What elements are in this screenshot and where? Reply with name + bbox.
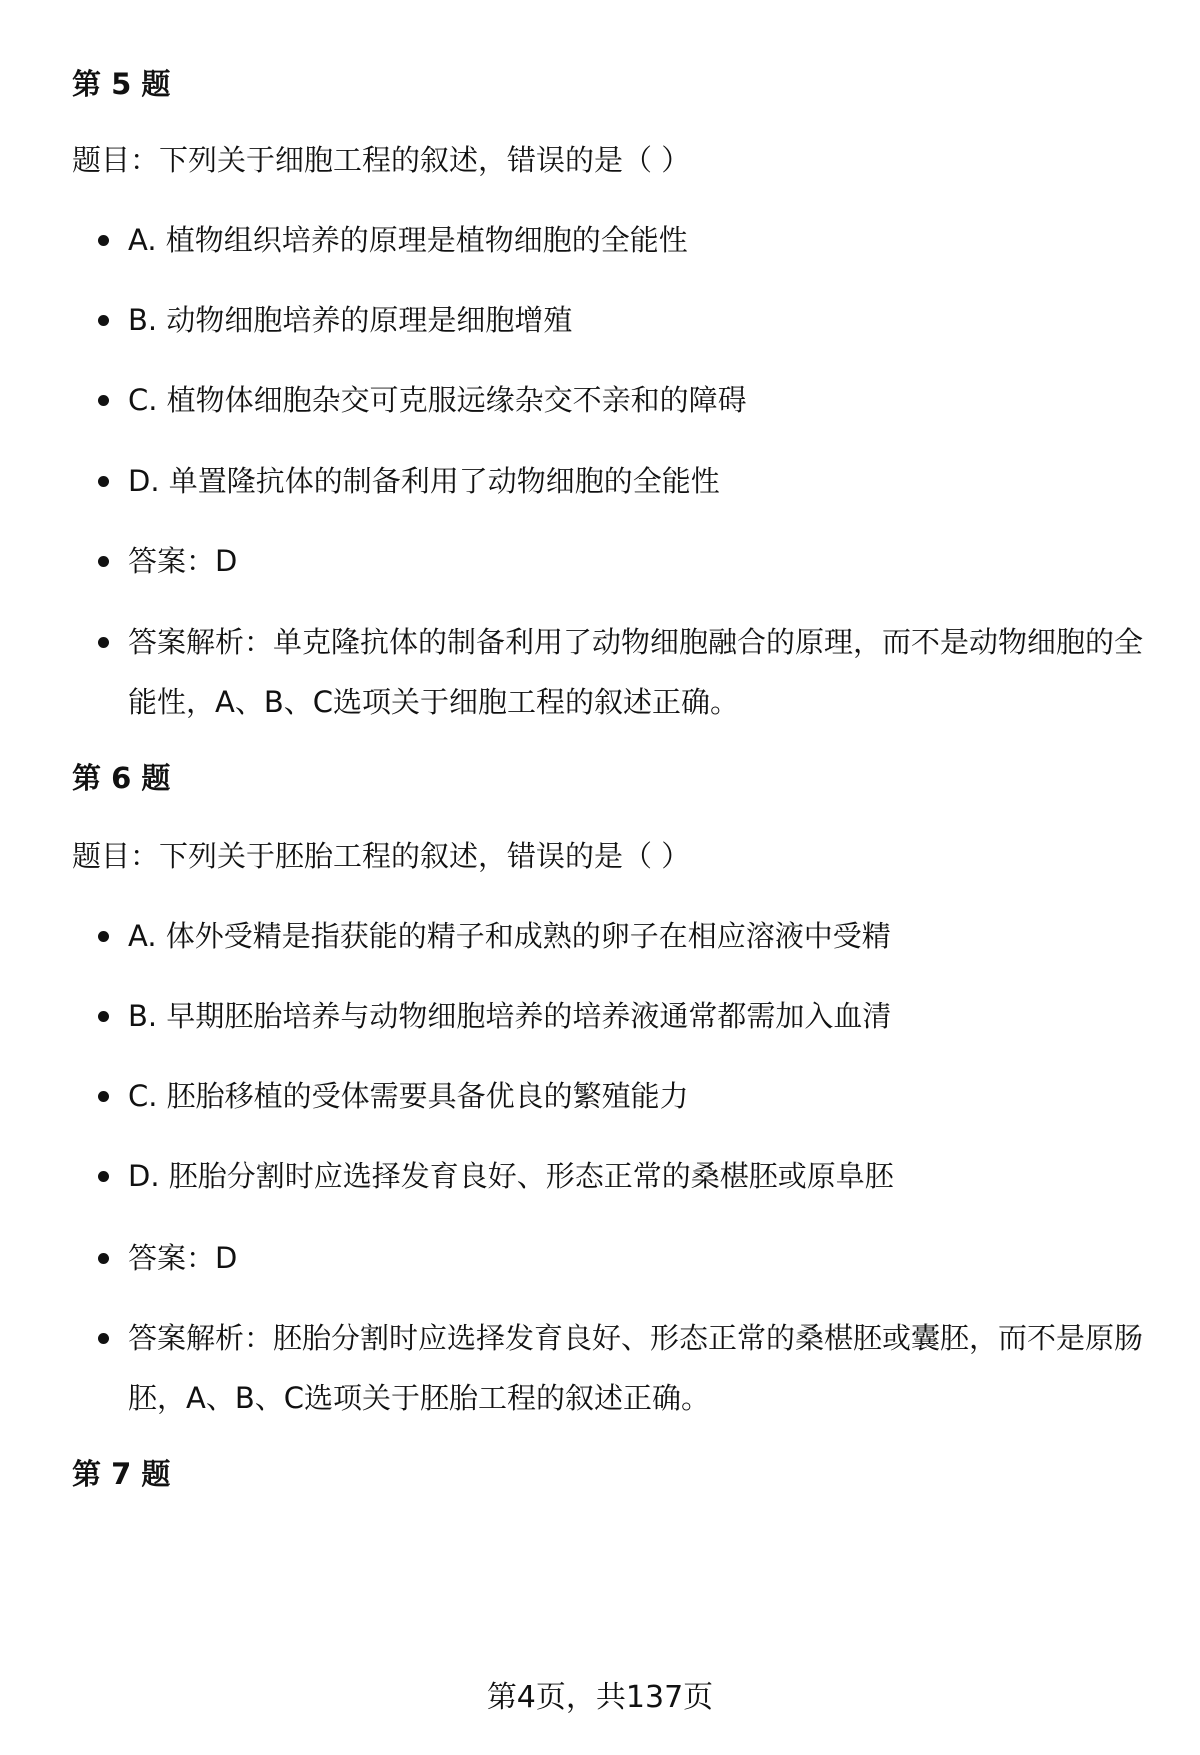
- answer-text: 答案：D: [128, 1241, 238, 1275]
- bullet-icon: [98, 1333, 109, 1344]
- option-text: B. 动物细胞培养的原理是细胞增殖: [128, 303, 573, 337]
- question-6-stem: 题目：下列关于胚胎工程的叙述，错误的是（ ）: [72, 839, 691, 873]
- option-text: C. 植物体细胞杂交可克服远缘杂交不亲和的障碍: [128, 383, 747, 417]
- bullet-icon: [98, 556, 109, 567]
- option-text: C. 胚胎移植的受体需要具备优良的繁殖能力: [128, 1079, 689, 1113]
- bullet-icon: [98, 1253, 109, 1264]
- bullet-icon: [98, 315, 109, 326]
- bullet-icon: [98, 476, 109, 487]
- bullet-icon: [98, 931, 109, 942]
- question-5-option-d: [128, 463, 1148, 499]
- question-5-option-c: [128, 382, 1148, 418]
- analysis-text: 答案解析：单克隆抗体的制备利用了动物细胞融合的原理，而不是动物细胞的全能性，A、B、C选项关于细胞工程的叙述正确。: [128, 625, 1144, 719]
- option-text: D. 单置隆抗体的制备利用了动物细胞的全能性: [128, 464, 720, 498]
- question-6-option-d: [128, 1158, 1148, 1194]
- question-5-option-b: [128, 302, 1148, 338]
- question-6-option-b: [128, 998, 1148, 1034]
- answer-text: 答案：D: [128, 544, 238, 578]
- question-6-analysis: [128, 1308, 1148, 1428]
- question-6-heading: 第 6 题: [72, 761, 171, 795]
- page-number: 第4页，共137页: [486, 1680, 714, 1715]
- bullet-icon: [98, 637, 109, 648]
- bullet-icon: [98, 1171, 109, 1182]
- question-5-answer: [128, 543, 1148, 579]
- bullet-icon: [98, 1011, 109, 1022]
- question-5-option-a: [128, 222, 1148, 258]
- question-5-heading: 第 5 题: [72, 67, 171, 101]
- question-5-stem: 题目：下列关于细胞工程的叙述，错误的是（ ）: [72, 143, 691, 177]
- question-6-answer: [128, 1240, 1148, 1276]
- question-6-option-a: [128, 918, 1148, 954]
- bullet-icon: [98, 235, 109, 246]
- option-text: A. 体外受精是指获能的精子和成熟的卵子在相应溶液中受精: [128, 919, 891, 953]
- option-text: D. 胚胎分割时应选择发育良好、形态正常的桑椹胚或原阜胚: [128, 1159, 894, 1193]
- bullet-icon: [98, 1091, 109, 1102]
- option-text: A. 植物组织培养的原理是植物细胞的全能性: [128, 223, 688, 257]
- option-text: B. 早期胚胎培养与动物细胞培养的培养液通常都需加入血清: [128, 999, 892, 1033]
- question-7-heading: 第 7 题: [72, 1457, 171, 1491]
- bullet-icon: [98, 395, 109, 406]
- question-6-option-c: [128, 1078, 1148, 1114]
- question-5-analysis: [128, 612, 1148, 732]
- analysis-text: 答案解析：胚胎分割时应选择发育良好、形态正常的桑椹胚或囊胚，而不是原肠胚，A、B、C选项关于胚胎工程的叙述正确。: [128, 1321, 1144, 1415]
